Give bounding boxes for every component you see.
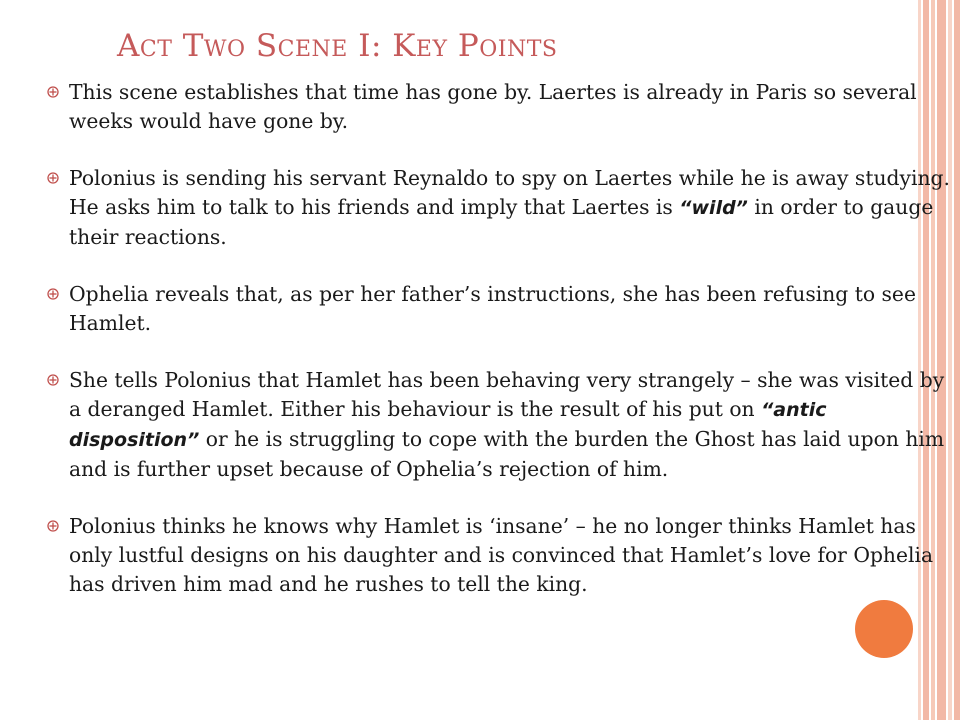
circled-plus-icon — [47, 86, 59, 98]
bullet-text: or he is struggling to cope with the burden the Ghost has laid upon him and is further upset because of Ophelia’s rejection of him. — [69, 427, 945, 481]
circled-plus-icon — [47, 520, 59, 532]
bullet-text: in order to gauge their reactions. — [69, 195, 934, 249]
circled-plus-icon — [47, 374, 59, 386]
emphasis-text: “wild” — [679, 197, 748, 219]
stripe — [954, 0, 960, 720]
slide-title: Act Two Scene I: Key Points — [117, 28, 558, 64]
bullet-text: This scene establishes that time has gone by. Laertes is already in Paris so several weeks would have gone by. — [69, 80, 917, 133]
bullet-item — [45, 78, 950, 136]
bullet-list — [45, 78, 950, 627]
orange-circle-decoration — [855, 600, 913, 658]
bullet-item — [45, 164, 950, 252]
bullet-text: She tells Polonius that Hamlet has been behaving very strangely – she was visited by a deranged Hamlet. Either his behaviour is the result of his put on — [69, 368, 945, 421]
bullet-item — [45, 366, 950, 484]
bullet-text: Polonius is sending his servant Reynaldo to spy on Laertes while he is away studying. He asks him to talk to his friends and imply that Laertes is — [69, 166, 950, 219]
circled-plus-icon — [47, 288, 59, 300]
emphasis-text: “antic disposition” — [69, 399, 827, 451]
bullet-text: Ophelia reveals that, as per her father’s instructions, she has been refusing to see Hamlet. — [69, 282, 916, 335]
bullet-item — [45, 512, 950, 599]
circled-plus-icon — [47, 172, 59, 184]
bullet-text: Polonius thinks he knows why Hamlet is ‘insane’ – he no longer thinks Hamlet has only lustful designs on his daughter and is convinced that Hamlet’s love for Ophelia has driven him mad and he rushes to tell the king. — [69, 514, 934, 596]
bullet-item — [45, 280, 950, 338]
